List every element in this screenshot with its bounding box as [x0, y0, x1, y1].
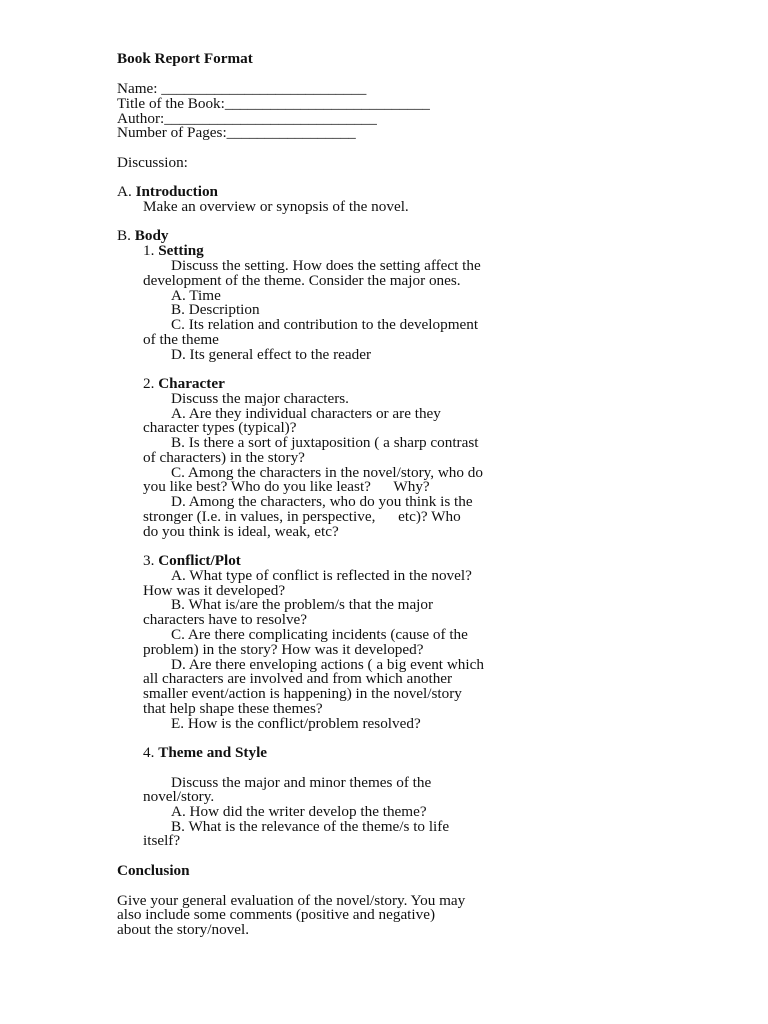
conclusion-line: about the story/novel.	[117, 921, 250, 938]
theme-line: itself?	[143, 832, 181, 849]
conflict-line: B. What is/are the problem/s that the major	[171, 596, 434, 613]
conclusion-heading: Conclusion	[117, 862, 190, 879]
conflict-heading	[143, 553, 241, 568]
conflict-line: characters have to resolve?	[143, 611, 308, 628]
character-line: C. Among the characters in the novel/story, who do	[171, 464, 483, 481]
character-line: do you think is ideal, weak, etc?	[143, 523, 339, 540]
setting-line: B. Description	[171, 301, 260, 318]
conclusion-line: Give your general evaluation of the novel/story. You may	[117, 892, 466, 909]
setting-number: 1.	[143, 242, 159, 259]
book-title-field: Title of the Book:___________________________	[117, 95, 430, 112]
setting-line: Discuss the setting. How does the setting affect the	[171, 257, 481, 274]
name-field: Name: ___________________________	[117, 80, 367, 97]
character-line: character types (typical)?	[143, 419, 297, 436]
conflict-line: E. How is the conflict/problem resolved?	[171, 715, 421, 732]
conflict-line: all characters are involved and from which another	[143, 670, 453, 687]
page-title: Book Report Format	[117, 50, 253, 67]
setting-line: D. Its general effect to the reader	[171, 346, 372, 363]
conflict-number: 3.	[143, 552, 159, 569]
theme-line: B. What is the relevance of the theme/s to life	[171, 818, 450, 835]
conflict-line: that help shape these themes?	[143, 700, 323, 717]
character-line: Discuss the major characters.	[171, 390, 349, 407]
author-field: Author:____________________________	[117, 110, 377, 127]
setting-line: A. Time	[171, 287, 221, 304]
conflict-line: How was it developed?	[143, 582, 286, 599]
setting-title: Setting	[158, 242, 204, 259]
pages-field: Number of Pages:_________________	[117, 124, 356, 141]
character-line: B. Is there a sort of juxtaposition ( a sharp contrast	[171, 434, 479, 451]
theme-title: Theme and Style	[158, 744, 268, 761]
conflict-line: D. Are there enveloping actions ( a big event which	[171, 656, 484, 673]
body-title: Body	[134, 227, 169, 244]
character-line: stronger (I.e. in values, in perspective, etc)? Who	[143, 508, 461, 525]
theme-line: Discuss the major and minor themes of the	[171, 774, 432, 791]
character-heading	[143, 376, 225, 391]
body-heading	[117, 228, 169, 243]
character-line: you like best? Who do you like least? Why?	[143, 478, 430, 495]
conflict-line: A. What type of conflict is reflected in the novel?	[171, 567, 472, 584]
introduction-heading	[117, 184, 218, 199]
setting-line: development of the theme. Consider the major ones.	[143, 272, 461, 289]
conflict-title: Conflict/Plot	[158, 552, 241, 569]
introduction-prefix: A.	[117, 183, 136, 200]
character-line: A. Are they individual characters or are they	[171, 405, 441, 422]
body-prefix: B.	[117, 227, 135, 244]
character-line: of characters) in the story?	[143, 449, 305, 466]
character-number: 2.	[143, 375, 159, 392]
character-title: Character	[158, 375, 225, 392]
conflict-line: problem) in the story? How was it developed?	[143, 641, 424, 658]
introduction-text: Make an overview or synopsis of the novel.	[143, 198, 409, 215]
conclusion-line: also include some comments (positive and negative)	[117, 906, 436, 923]
conflict-line: smaller event/action is happening) in the novel/story	[143, 685, 462, 702]
setting-line: of the theme	[143, 331, 219, 348]
conflict-line: C. Are there complicating incidents (cause of the	[171, 626, 468, 643]
setting-heading	[143, 243, 204, 258]
theme-heading	[143, 745, 267, 760]
character-line: D. Among the characters, who do you think is the	[171, 493, 473, 510]
introduction-title: Introduction	[135, 183, 218, 200]
theme-number: 4.	[143, 744, 159, 761]
theme-line: A. How did the writer develop the theme?	[171, 803, 427, 820]
theme-line: novel/story.	[143, 788, 215, 805]
discussion-label: Discussion:	[117, 154, 188, 171]
setting-line: C. Its relation and contribution to the development	[171, 316, 479, 333]
